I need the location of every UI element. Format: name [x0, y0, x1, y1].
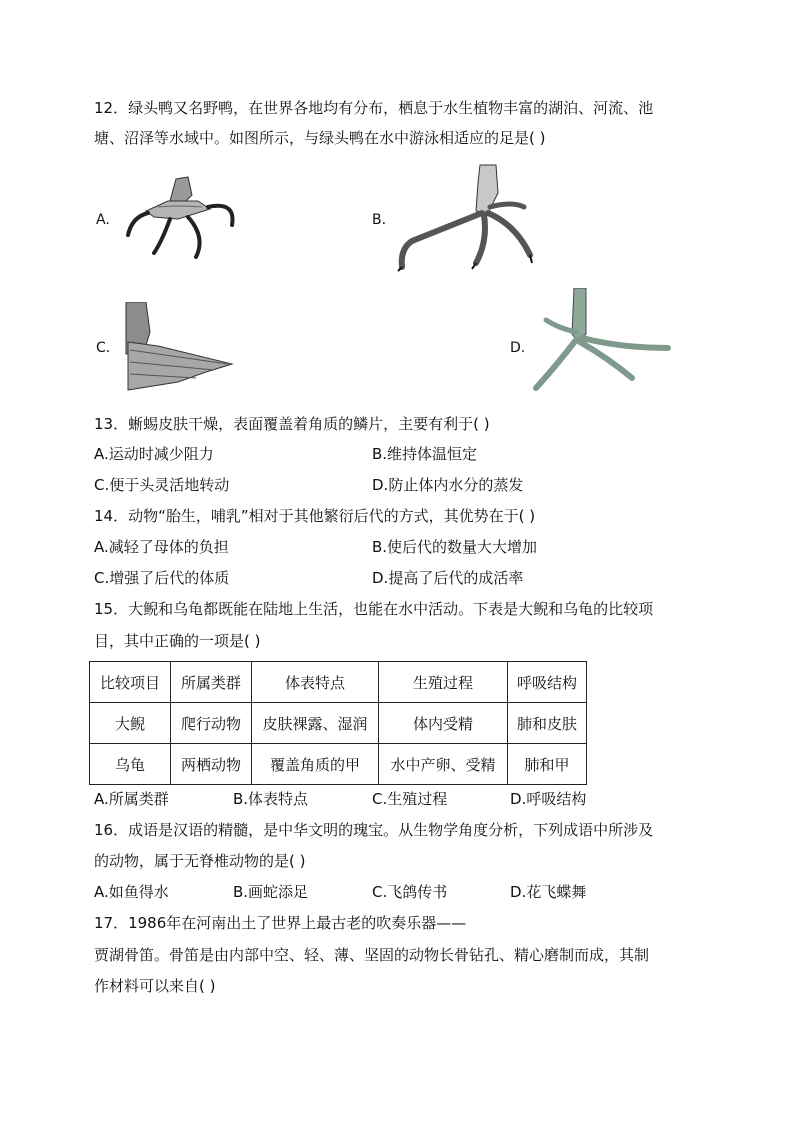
webbed-duck-foot-icon [118, 302, 236, 392]
q13-option-b: B.维持体温恒定 [372, 445, 478, 463]
q14-option-b: B.使后代的数量大大增加 [372, 538, 538, 556]
q13-option-c: C.便于头灵活地转动 [94, 476, 230, 494]
q16-option-a: A.如鱼得水 [94, 883, 169, 901]
q15-option-a: A.所属类群 [94, 790, 169, 808]
q15-option-b: B.体表特点 [233, 790, 309, 808]
q16-stem-line1: 16．成语是汉语的精髓，是中华文明的瑰宝。从生物学角度分析，下列成语中所涉及 [94, 821, 654, 839]
table-cell: 体内受精 [379, 703, 508, 744]
q17-stem-line2: 贾湖骨笛。骨笛是由内部中空、轻、薄、坚固的动物长骨钻孔、精心磨制而成，其制 [94, 946, 650, 964]
q12-option-b-label: B. [372, 212, 387, 228]
q14-option-d: D.提高了后代的成活率 [372, 569, 524, 587]
q12-option-d-label: D. [510, 340, 526, 356]
q17-stem-line1: 17．1986年在河南出土了世界上最古老的吹奏乐器—— [94, 914, 467, 932]
table-row [90, 703, 587, 744]
eagle-talon-icon [118, 175, 244, 260]
table-header-cell: 所属类群 [171, 662, 252, 703]
chicken-foot-icon [532, 288, 672, 392]
table-header-cell: 呼吸结构 [508, 662, 587, 703]
q12-stem-line2: 塘、沼泽等水域中。如图所示，与绿头鸭在水中游泳相适应的足是( ) [94, 129, 546, 147]
q12-option-c-label: C. [96, 340, 111, 356]
q16-option-b: B.画蛇添足 [233, 883, 309, 901]
table-header-cell: 比较项目 [90, 662, 171, 703]
bird-claw-icon [392, 163, 542, 273]
table-cell: 皮肤裸露、湿润 [252, 703, 379, 744]
table-cell: 爬行动物 [171, 703, 252, 744]
table-cell: 覆盖角质的甲 [252, 744, 379, 785]
q13-stem: 13．蜥蜴皮肤干燥，表面覆盖着角质的鳞片，主要有利于( ) [94, 415, 490, 433]
q16-option-c: C.飞鸽传书 [372, 883, 448, 901]
table-row [90, 744, 587, 785]
q16-stem-line2: 的动物，属于无脊椎动物的是( ) [94, 852, 306, 870]
q13-option-d: D.防止体内水分的蒸发 [372, 476, 524, 494]
q14-option-a: A.减轻了母体的负担 [94, 538, 229, 556]
table-cell: 两栖动物 [171, 744, 252, 785]
q13-option-a: A.运动时减少阻力 [94, 445, 214, 463]
table-cell: 肺和皮肤 [508, 703, 587, 744]
table-cell: 乌龟 [90, 744, 171, 785]
q12-option-a-label: A. [96, 212, 110, 228]
table-header-cell: 体表特点 [252, 662, 379, 703]
q14-stem: 14．动物“胎生，哺乳”相对于其他繁衍后代的方式，其优势在于( ) [94, 507, 536, 525]
q17-stem-line3: 作材料可以来自( ) [94, 977, 216, 995]
table-cell: 肺和甲 [508, 744, 587, 785]
comparison-table [89, 661, 587, 785]
table-cell: 水中产卵、受精 [379, 744, 508, 785]
q16-option-d: D.花飞蝶舞 [510, 883, 587, 901]
q12-stem-line1: 12．绿头鸭又名野鸭，在世界各地均有分布，栖息于水生植物丰富的湖泊、河流、池 [94, 99, 654, 117]
table-cell: 大鲵 [90, 703, 171, 744]
q15-stem-line1: 15．大鲵和乌龟都既能在陆地上生活，也能在水中活动。下表是大鲵和乌龟的比较项 [94, 600, 654, 618]
q15-option-c: C.生殖过程 [372, 790, 448, 808]
table-header-cell: 生殖过程 [379, 662, 508, 703]
q14-option-c: C.增强了后代的体质 [94, 569, 230, 587]
q15-stem-line2: 目，其中正确的一项是( ) [94, 632, 261, 650]
table-header-row [90, 662, 587, 703]
q15-option-d: D.呼吸结构 [510, 790, 587, 808]
